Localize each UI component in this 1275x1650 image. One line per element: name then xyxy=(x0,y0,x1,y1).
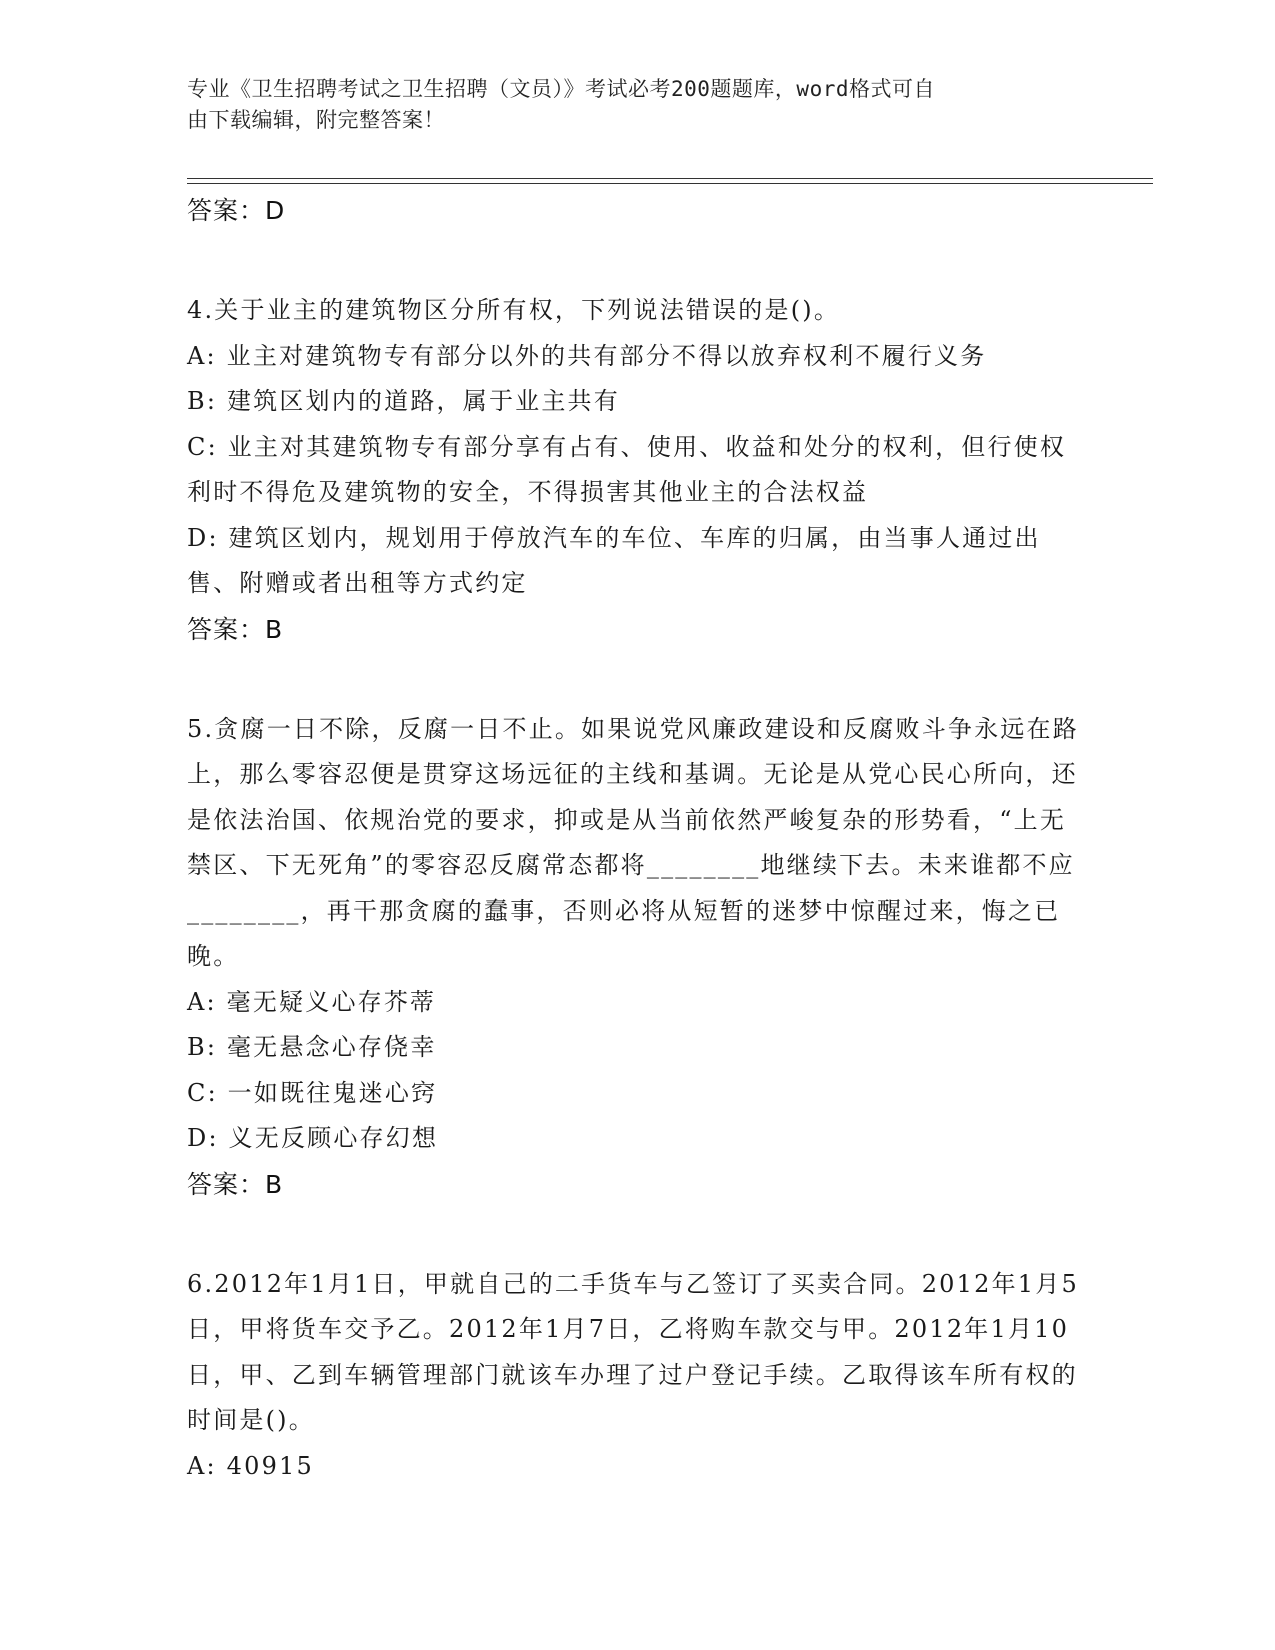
header-rule-bottom xyxy=(187,183,1153,184)
question-5-option-a: A: 毫无疑义心存芥蒂 xyxy=(187,987,437,1016)
question-4 xyxy=(187,288,1087,653)
question-4-option-c: C: 业主对其建筑物专有部分享有占有、使用、收益和处分的权利，但行使权利时不得危及建筑物的安全，不得损害其他业主的合法权益 xyxy=(187,432,1067,506)
question-5-option-d: D: 义无反顾心存幻想 xyxy=(187,1124,439,1152)
question-4-option-d: D: 建筑区划内，规划用于停放汽车的车位、车库的归属，由当事人通过出售、附赠或者出租等方式约定 xyxy=(187,523,1041,597)
question-6-stem: 6.2012年1月1日，甲就自己的二手货车与乙签订了买卖合同。2012年1月5日，甲将货车交予乙。2012年1月7日，乙将购车款交与甲。2012年1月10日，甲、乙到车辆管理部门就该车办理了过户登记手续。乙取得该车所有权的时间是()。 xyxy=(187,1269,1079,1434)
question-list xyxy=(187,188,1087,1489)
question-5 xyxy=(187,707,1087,1208)
header-line-2: 由下载编辑，附完整答案！ xyxy=(187,108,445,132)
answer-q3: 答案：D xyxy=(187,196,286,225)
question-6-option-a: A: 40915 xyxy=(187,1451,314,1480)
question-5-option-c: C: 一如既往鬼迷心窍 xyxy=(187,1078,438,1107)
question-4-stem: 4.关于业主的建筑物区分所有权，下列说法错误的是()。 xyxy=(187,296,841,324)
answer-q4: 答案：B xyxy=(187,614,284,644)
question-4-option-a: A: 业主对建筑物专有部分以外的共有部分不得以放弃权利不履行义务 xyxy=(187,341,987,370)
document-header xyxy=(187,74,1067,136)
spacer xyxy=(187,1208,1087,1262)
question-5-option-b: B: 毫无悬念心存侥幸 xyxy=(187,1033,437,1061)
spacer xyxy=(187,234,1087,288)
question-5-stem: 5.贪腐一日不除，反腐一日不止。如果说党风廉政建设和反腐败斗争永远在路上，那么零容忍便是贯穿这场远征的主线和基调。无论是从党心民心所向，还是依法治国、依规治党的要求，抑或是从当前依然严峻复杂的形势看，“上无禁区、下无死角”的零容忍反腐常态都将________地继续下去。未来谁都不应________，再干那贪腐的蠢事，否则必将从短暂的迷梦中惊醒过来，悔之已晚。 xyxy=(187,714,1079,970)
spacer xyxy=(187,653,1087,707)
question-6 xyxy=(187,1262,1087,1490)
answer-q5: 答案：B xyxy=(187,1169,284,1199)
question-4-option-b: B: 建筑区划内的道路，属于业主共有 xyxy=(187,387,620,415)
header-line-1: 专业《卫生招聘考试之卫生招聘（文员）》考试必考200题题库，word格式可自 xyxy=(187,77,935,101)
header-rule-top xyxy=(187,178,1153,179)
